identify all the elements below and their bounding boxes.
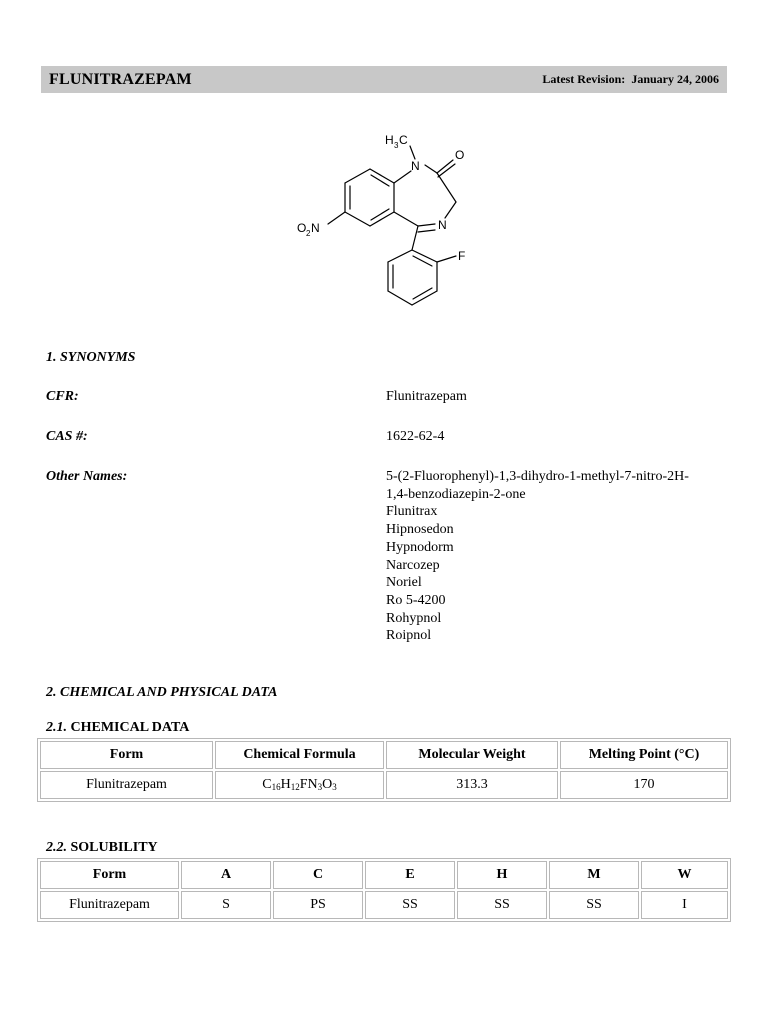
table-row — [40, 771, 728, 799]
formula-n-count: 3 — [317, 782, 323, 792]
solubility-cell: PS — [273, 891, 363, 919]
header-bar — [41, 66, 727, 93]
solubility-cell: S — [181, 891, 271, 919]
list-item: 1,4-benzodiazepin-2-one — [386, 486, 526, 502]
formula-h-count: 12 — [290, 782, 300, 792]
melting-point-cell: 170 — [560, 771, 728, 799]
other-names-label: Other Names: — [46, 469, 128, 484]
synonyms-section-title: 1. SYNONYMS — [46, 350, 136, 365]
nitro-n-label: N — [311, 221, 320, 235]
cfr-value: Flunitrazepam — [386, 389, 467, 404]
list-item: Rohypnol — [386, 610, 442, 626]
solubility-cell: SS — [549, 891, 639, 919]
solubility-cell: SS — [365, 891, 455, 919]
column-header: H — [457, 861, 547, 889]
column-header: Melting Point (°C) — [560, 741, 728, 769]
molecular-weight-cell: 313.3 — [386, 771, 558, 799]
formula-o-count: 3 — [332, 782, 337, 792]
solubility-cell: I — [641, 891, 728, 919]
nitrogen-4-label: N — [438, 218, 447, 232]
form-cell: Flunitrazepam — [40, 891, 179, 919]
table-row — [40, 891, 728, 919]
column-header: Molecular Weight — [386, 741, 558, 769]
column-header: E — [365, 861, 455, 889]
column-header: W — [641, 861, 728, 889]
formula-o: O — [322, 777, 333, 792]
solubility-title — [46, 840, 158, 856]
table-header-row — [40, 741, 728, 769]
nitrogen-1-label: N — [411, 159, 420, 173]
list-item: Hypnodorm — [386, 539, 454, 555]
methyl-h-label: H — [385, 133, 394, 147]
list-item: Hipnosedon — [386, 522, 454, 538]
cas-value: 1622-62-4 — [386, 429, 445, 444]
list-item: Flunitrax — [386, 504, 438, 520]
chemical-formula-cell — [215, 771, 384, 799]
revision-label: Latest Revision: — [542, 72, 626, 86]
chem-phys-section-title: 2. CHEMICAL AND PHYSICAL DATA — [46, 685, 278, 700]
formula-c: C — [262, 777, 272, 792]
revision-info — [542, 72, 719, 87]
cas-label: CAS #: — [46, 429, 88, 444]
chemical-data-number: 2.1. — [46, 720, 67, 735]
formula-h: H — [280, 777, 291, 792]
formula-fn: FN — [299, 777, 318, 792]
solubility-table — [37, 858, 731, 922]
other-names-list — [386, 468, 689, 645]
chemical-data-heading: CHEMICAL DATA — [70, 720, 190, 735]
column-header: M — [549, 861, 639, 889]
column-header: C — [273, 861, 363, 889]
column-header: A — [181, 861, 271, 889]
cfr-label: CFR: — [46, 389, 79, 404]
methyl-subscript: 3 — [394, 141, 399, 150]
solubility-heading: SOLUBILITY — [70, 840, 158, 855]
document-title: FLUNITRAZEPAM — [49, 70, 192, 88]
solubility-number: 2.2. — [46, 840, 67, 855]
oxygen-label: O — [455, 148, 465, 162]
list-item: 5-(2-Fluorophenyl)-1,3-dihydro-1-methyl-7-nitro-2H- — [386, 469, 689, 484]
revision-date: January 24, 2006 — [631, 72, 719, 86]
list-item: Roipnol — [386, 628, 432, 644]
list-item: Narcozep — [386, 557, 440, 573]
chemical-data-title — [46, 720, 189, 736]
chemical-data-table — [37, 738, 731, 802]
fluorine-label: F — [458, 249, 466, 263]
nitro-o-label: O — [297, 221, 307, 235]
formula-c-count: 16 — [271, 782, 281, 792]
solubility-cell: SS — [457, 891, 547, 919]
chemical-structure-diagram — [290, 125, 480, 320]
column-header: Chemical Formula — [215, 741, 384, 769]
column-header: Form — [40, 861, 179, 889]
nitro-subscript: 2 — [306, 229, 311, 238]
form-cell: Flunitrazepam — [40, 771, 213, 799]
list-item: Noriel — [386, 575, 422, 591]
column-header: Form — [40, 741, 213, 769]
methyl-c-label: C — [399, 133, 408, 147]
table-header-row — [40, 861, 728, 889]
list-item: Ro 5-4200 — [386, 592, 446, 608]
